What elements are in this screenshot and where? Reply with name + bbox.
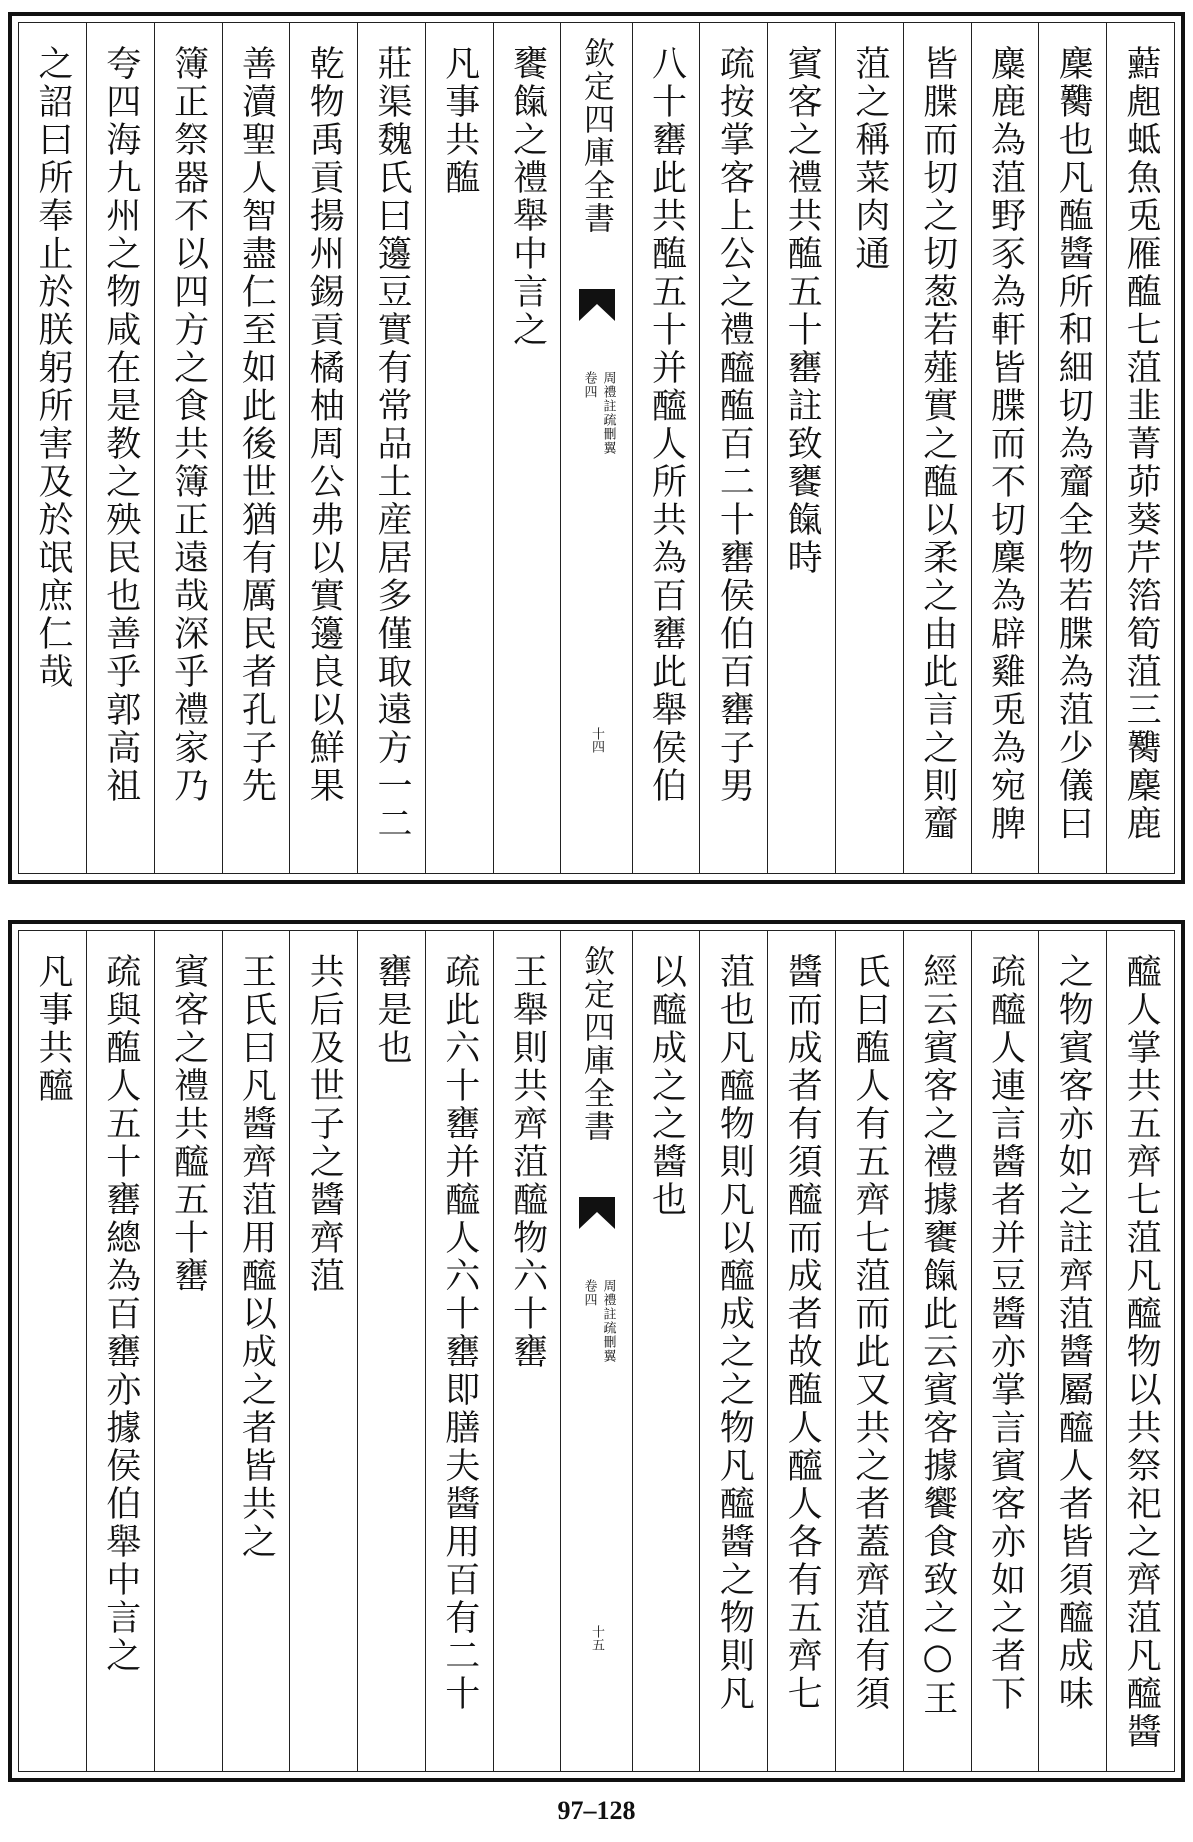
text-column [425, 931, 493, 1771]
text-column [289, 23, 357, 873]
column-text: 共后及世子之醬齊菹 [304, 953, 345, 1295]
book-title: 欽定四庫全書 [578, 37, 615, 235]
column-text: 菹之稱菜肉通 [849, 45, 890, 273]
book-title: 欽定四庫全書 [578, 945, 615, 1143]
volume-label: 卷四 [581, 371, 597, 399]
column-text: 八十罋此共醢五十并醯人所共為百罋此舉侯伯 [646, 45, 687, 805]
text-column [699, 23, 767, 873]
page-reference: 97–128 [557, 1796, 636, 1825]
bottom-columns [19, 931, 1174, 1771]
column-text: 善瀆聖人智盡仁至如此後世猶有厲民者孔子先 [236, 45, 277, 805]
text-column [971, 931, 1039, 1771]
text-column [632, 931, 700, 1771]
column-text: 疏此六十罋并醯人六十罋即膳夫醬用百有二十 [439, 953, 480, 1713]
column-text: 以醯成之之醬也 [646, 953, 687, 1219]
top-page [8, 12, 1185, 884]
text-column [357, 23, 425, 873]
text-column [1106, 931, 1174, 1771]
column-text: 經云賓客之禮據饔餼此云賓客據饗食致之○王 [917, 953, 958, 1718]
column-text: 乾物禹貢揚州錫貢橘柚周公弗以實籩良以鮮果 [304, 45, 345, 805]
column-text: 之詔曰所奉止於朕躬所害及於氓庶仁哉 [33, 45, 73, 691]
text-column [1106, 23, 1174, 873]
fish-tail-mark-icon [578, 288, 616, 322]
column-text: 王舉則共齊菹醯物六十罋 [507, 953, 548, 1371]
column-text: 夸四海九州之物咸在是教之殃民也善乎郭高祖 [100, 45, 141, 805]
text-column [835, 23, 903, 873]
book-spine-column [560, 931, 631, 1771]
text-column [425, 23, 493, 873]
book-spine-column [560, 23, 631, 873]
folio-number: 十四 [589, 727, 605, 753]
column-text: 簿正祭器不以四方之食共簿正遠哉深乎禮家乃 [168, 45, 209, 805]
column-text: 麋鹿為菹野豕為軒皆䐑而不切麇為辟雞兎為宛脾 [985, 45, 1026, 843]
column-text: 疏與醢人五十罋總為百罋亦據侯伯舉中言之 [100, 953, 141, 1675]
text-column [86, 931, 154, 1771]
text-column [154, 23, 222, 873]
text-column [767, 931, 835, 1771]
column-text: 麇臡也凡醢醬所和細切為齏全物若䐑為菹少儀曰 [1053, 45, 1094, 843]
column-text: 之物賓客亦如之註齊菹醬屬醯人者皆須醯成味 [1053, 953, 1094, 1713]
column-text: 氏曰醢人有五齊七菹而此又共之者蓋齊菹有須 [849, 953, 890, 1713]
top-columns [19, 23, 1174, 873]
folio-number: 十五 [589, 1625, 605, 1651]
text-column [19, 23, 86, 873]
text-column [767, 23, 835, 873]
column-text: 饔餼之禮舉中言之 [507, 45, 548, 349]
text-column [903, 23, 971, 873]
text-column [632, 23, 700, 873]
text-column [357, 931, 425, 1771]
text-column [493, 23, 561, 873]
column-text: 疏按掌客上公之禮醯醢百二十罋侯伯百罋子男 [714, 45, 755, 805]
column-text: 疏醯人連言醬者并豆醬亦掌言賓客亦如之者下 [985, 953, 1026, 1713]
book-subtitle: 周禮註疏刪翼 [600, 371, 616, 455]
column-text: 賓客之禮共醯五十罋 [168, 953, 209, 1295]
column-text: 䕸䖑蚳魚兎雁醢七菹韭菁茆葵芹箈筍菹三臡麇鹿 [1121, 45, 1162, 843]
column-text: 凡事共醯 [33, 953, 73, 1105]
text-column [971, 23, 1039, 873]
fish-tail-mark-icon [578, 1196, 616, 1230]
text-column [1038, 23, 1106, 873]
column-text: 菹也凡醯物則凡以醯成之之物凡醯醬之物則凡 [714, 953, 755, 1713]
text-column [493, 931, 561, 1771]
column-text: 罋是也 [371, 953, 412, 1067]
column-text: 賓客之禮共醢五十罋註致饔餼時 [782, 45, 823, 577]
text-column [289, 931, 357, 1771]
text-column [222, 23, 290, 873]
column-text: 醬而成者有須醯而成者故醢人醯人各有五齊七 [782, 953, 823, 1713]
volume-label: 卷四 [581, 1279, 597, 1307]
text-column [19, 931, 86, 1771]
text-column [903, 931, 971, 1771]
bottom-page [8, 920, 1185, 1782]
text-column [86, 23, 154, 873]
text-column [835, 931, 903, 1771]
text-column [699, 931, 767, 1771]
column-text: 莊渠魏氏曰籩豆實有常品土産居多僅取遠方一二 [371, 45, 412, 843]
column-text: 皆䐑而切之切葱若薤實之醢以柔之由此言之則齏 [917, 45, 958, 843]
book-subtitle: 周禮註疏刪翼 [600, 1279, 616, 1363]
text-column [154, 931, 222, 1771]
bottom-page-frame [18, 930, 1175, 1772]
text-column [222, 931, 290, 1771]
column-text: 醯人掌共五齊七菹凡醯物以共祭祀之齊菹凡醯醬 [1121, 953, 1162, 1751]
column-text: 王氏曰凡醬齊菹用醯以成之者皆共之 [236, 953, 277, 1561]
column-text: 凡事共醢 [439, 45, 480, 197]
text-column [1038, 931, 1106, 1771]
top-page-frame [18, 22, 1175, 874]
